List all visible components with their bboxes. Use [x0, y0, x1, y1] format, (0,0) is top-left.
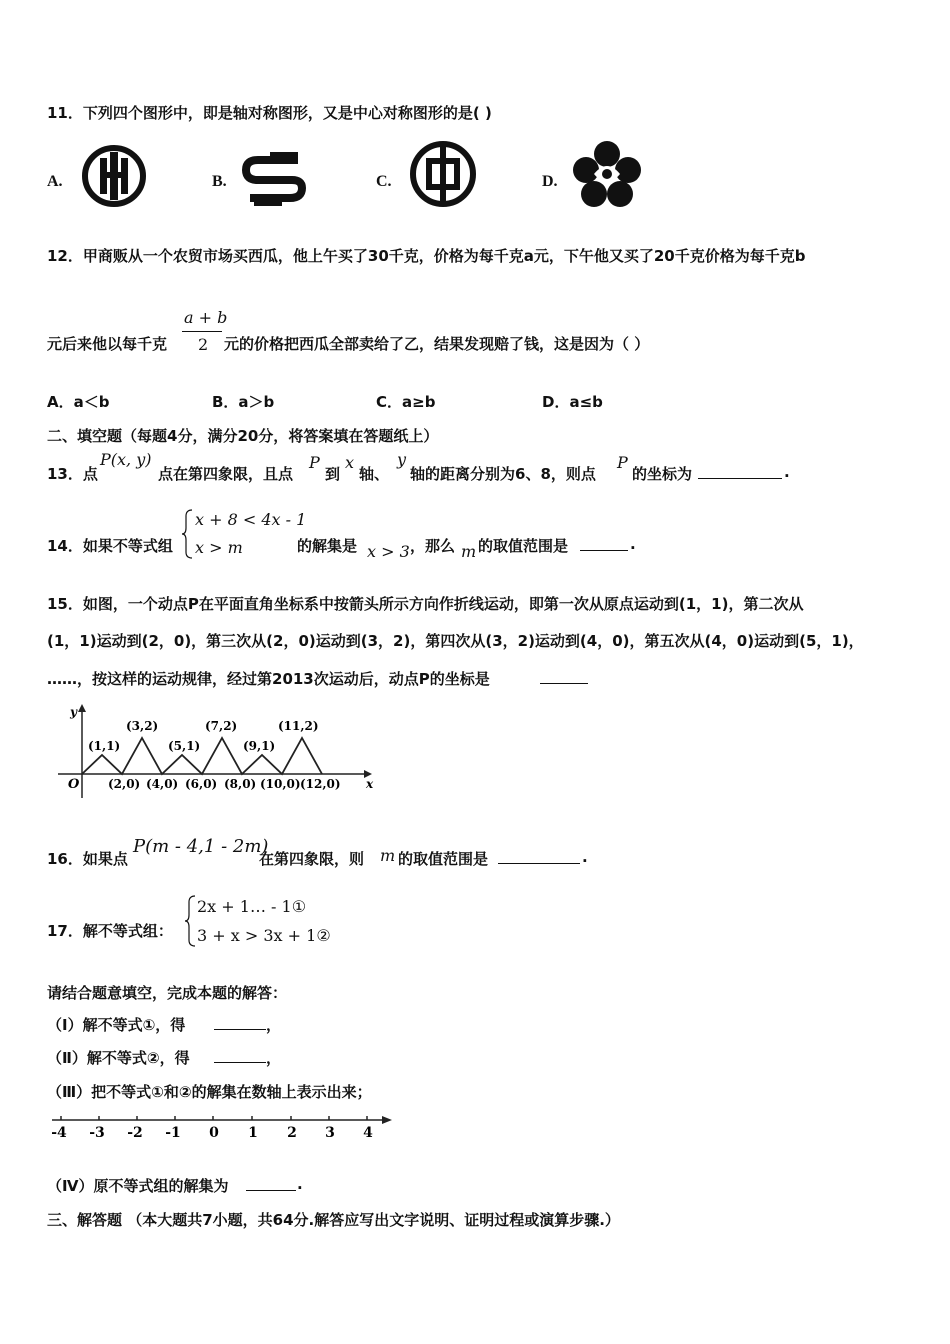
q13-mid3: 轴、	[359, 465, 390, 483]
q15-zigzag-graph	[48, 700, 378, 802]
section2-heading: 二、填空题（每题4分，满分20分，将答案填在答题纸上）	[47, 427, 439, 445]
q12-fraction-denominator: 2	[198, 335, 209, 354]
q12-line2-pre: 元后来他以每千克	[47, 335, 168, 353]
q17-step2-end: ，	[266, 1049, 282, 1067]
q12-option-d: D．a≤b	[542, 393, 603, 411]
q13-answer-blank[interactable]	[698, 464, 782, 479]
q14-mid: 的解集是	[297, 537, 358, 555]
graph-bottom-label-4: (8,0)	[224, 777, 257, 791]
section3-heading: 三、解答题 （本大题共7小题，共64分.解答应写出文字说明、证明过程或演算步骤.）	[47, 1211, 620, 1229]
q13-x: x	[345, 453, 355, 472]
q16-mid: 在第四象限，则	[259, 850, 365, 868]
q12-line1: 12．甲商贩从一个农贸市场买西瓜，他上午买了30千克，价格为每千克a元，下午他又买了20千克价格为每千克b	[47, 247, 806, 265]
number-line-labels	[51, 1125, 373, 1141]
q16-point: P(m - 4,1 - 2m)	[133, 836, 269, 857]
number-line-label-9: 4	[363, 1125, 373, 1141]
number-line-label-5: 0	[209, 1125, 219, 1141]
q12-option-b: B．a＞b	[212, 393, 275, 411]
coin-logo-icon	[408, 140, 478, 208]
q13-p2: P	[617, 453, 628, 472]
q15-answer-blank[interactable]	[540, 669, 588, 684]
q17-step2-blank[interactable]	[214, 1048, 266, 1063]
q17-ineq1: 2x + 1… - 1①	[197, 897, 307, 916]
q17-ineq2: 3 + x > 3x + 1②	[197, 926, 331, 945]
number-line-label-4: -1	[165, 1125, 181, 1141]
q12-option-a: A．a＜b	[47, 393, 110, 411]
q12-fraction-numerator: a + b	[184, 308, 228, 327]
q14-mid2: ，那么	[410, 537, 456, 555]
q13-y: y	[397, 450, 407, 469]
graph-bottom-label-3: (6,0)	[185, 777, 218, 791]
graph-x-label: x	[366, 777, 374, 791]
q12-option-c: C．a≥b	[376, 393, 436, 411]
number-line-arrow	[382, 1116, 392, 1124]
q16-end: .	[582, 848, 588, 866]
q11-text: 11．下列四个图形中，即是轴对称图形，又是中心对称图形的是( )	[47, 104, 492, 122]
flower-logo-icon	[572, 140, 642, 208]
q17-step1: （Ⅰ）解不等式①，得	[47, 1016, 186, 1034]
s-logo-icon	[240, 150, 312, 208]
number-line-label-6: 1	[248, 1125, 258, 1141]
graph-bottom-label-6: (12,0)	[300, 777, 341, 791]
q11-option-a-label: A.	[47, 173, 63, 190]
graph-bottom-label-5: (10,0)	[260, 777, 301, 791]
q14-prefix: 14．如果不等式组	[47, 537, 173, 555]
q13-end: .	[784, 463, 790, 481]
q15-line3: ……，按这样的运动规律，经过第2013次运动后，动点P的坐标是	[47, 670, 490, 688]
q12-fraction-bar	[182, 331, 222, 332]
number-line-label-7: 2	[287, 1125, 297, 1141]
q17-brace	[183, 894, 197, 948]
q16-prefix: 16．如果点	[47, 850, 128, 868]
q14-post: 的取值范围是	[478, 537, 569, 555]
q17-instruction: 请结合题意填空，完成本题的解答：	[47, 984, 288, 1002]
q14-brace	[180, 508, 194, 560]
q14-ineq1: x + 8 < 4x - 1	[195, 510, 307, 529]
q16-post: 的取值范围是	[398, 850, 489, 868]
graph-top-label-2: (3,2)	[126, 719, 159, 733]
q13-prefix: 13．点	[47, 465, 98, 483]
q17-step4-end: .	[297, 1175, 303, 1193]
graph-top-label-1: (1,1)	[88, 739, 121, 753]
graph-top-labels	[88, 719, 319, 753]
q15-line1: 15．如图，一个动点P在平面直角坐标系中按箭头所示方向作折线运动，即第一次从原点运动到(1，1)，第二次从	[47, 595, 804, 613]
bank-logo-icon	[80, 144, 148, 208]
graph-top-label-4: (7,2)	[205, 719, 238, 733]
q17-step1-blank[interactable]	[214, 1015, 266, 1030]
q17-step1-end: ，	[266, 1016, 282, 1034]
graph-top-label-5: (9,1)	[243, 739, 276, 753]
q13-point: P(x, y)	[100, 450, 152, 469]
number-line-label-2: -3	[89, 1125, 105, 1141]
graph-top-label-3: (5,1)	[168, 739, 201, 753]
q11-option-b-label: B.	[212, 173, 227, 190]
q14-solution: x > 3	[367, 542, 410, 561]
graph-y-arrow	[78, 704, 86, 712]
graph-origin-label: O	[68, 777, 80, 792]
q13-p: P	[309, 453, 320, 472]
graph-bottom-labels	[108, 777, 341, 791]
q12-line2-post: 元的价格把西瓜全部卖给了乙，结果发现赔了钱，这是因为（ ）	[224, 335, 650, 353]
q17-step4: （Ⅳ）原不等式组的解集为	[47, 1177, 229, 1195]
q16-answer-blank[interactable]	[498, 849, 580, 864]
q13-post: 的坐标为	[632, 465, 693, 483]
q17-prefix: 17．解不等式组：	[47, 922, 173, 940]
q11-option-c-label: C.	[376, 173, 392, 190]
graph-y-label: y	[70, 705, 77, 719]
q11-option-d-label: D.	[542, 173, 558, 190]
q14-end: .	[630, 535, 636, 553]
q13-mid1: 点在第四象限，且点	[158, 465, 294, 483]
q17-step3: （Ⅲ）把不等式①和②的解集在数轴上表示出来；	[47, 1083, 372, 1101]
graph-top-label-6: (11,2)	[278, 719, 319, 733]
graph-bottom-label-2: (4,0)	[146, 777, 179, 791]
graph-bottom-label-1: (2,0)	[108, 777, 141, 791]
q14-ineq2: x > m	[195, 538, 243, 557]
number-line-label-3: -2	[127, 1125, 143, 1141]
q14-answer-blank[interactable]	[580, 536, 628, 551]
q14-m: m	[461, 542, 477, 561]
number-line-label-8: 3	[325, 1125, 335, 1141]
q13-mid2: 到	[325, 465, 341, 483]
q17-number-line	[46, 1110, 396, 1144]
q15-line2: (1，1)运动到(2，0)，第三次从(2，0)运动到(3，2)，第四次从(3，2)运动到(4，0)，第五次从(4，0)运动到(5，1)，	[47, 632, 864, 650]
q16-m: m	[380, 846, 396, 865]
q17-step2: （Ⅱ）解不等式②，得	[47, 1049, 190, 1067]
q17-step4-blank[interactable]	[246, 1176, 296, 1191]
q13-mid4: 轴的距离分别为6、8，则点	[410, 465, 596, 483]
number-line-label-1: -4	[51, 1125, 67, 1141]
